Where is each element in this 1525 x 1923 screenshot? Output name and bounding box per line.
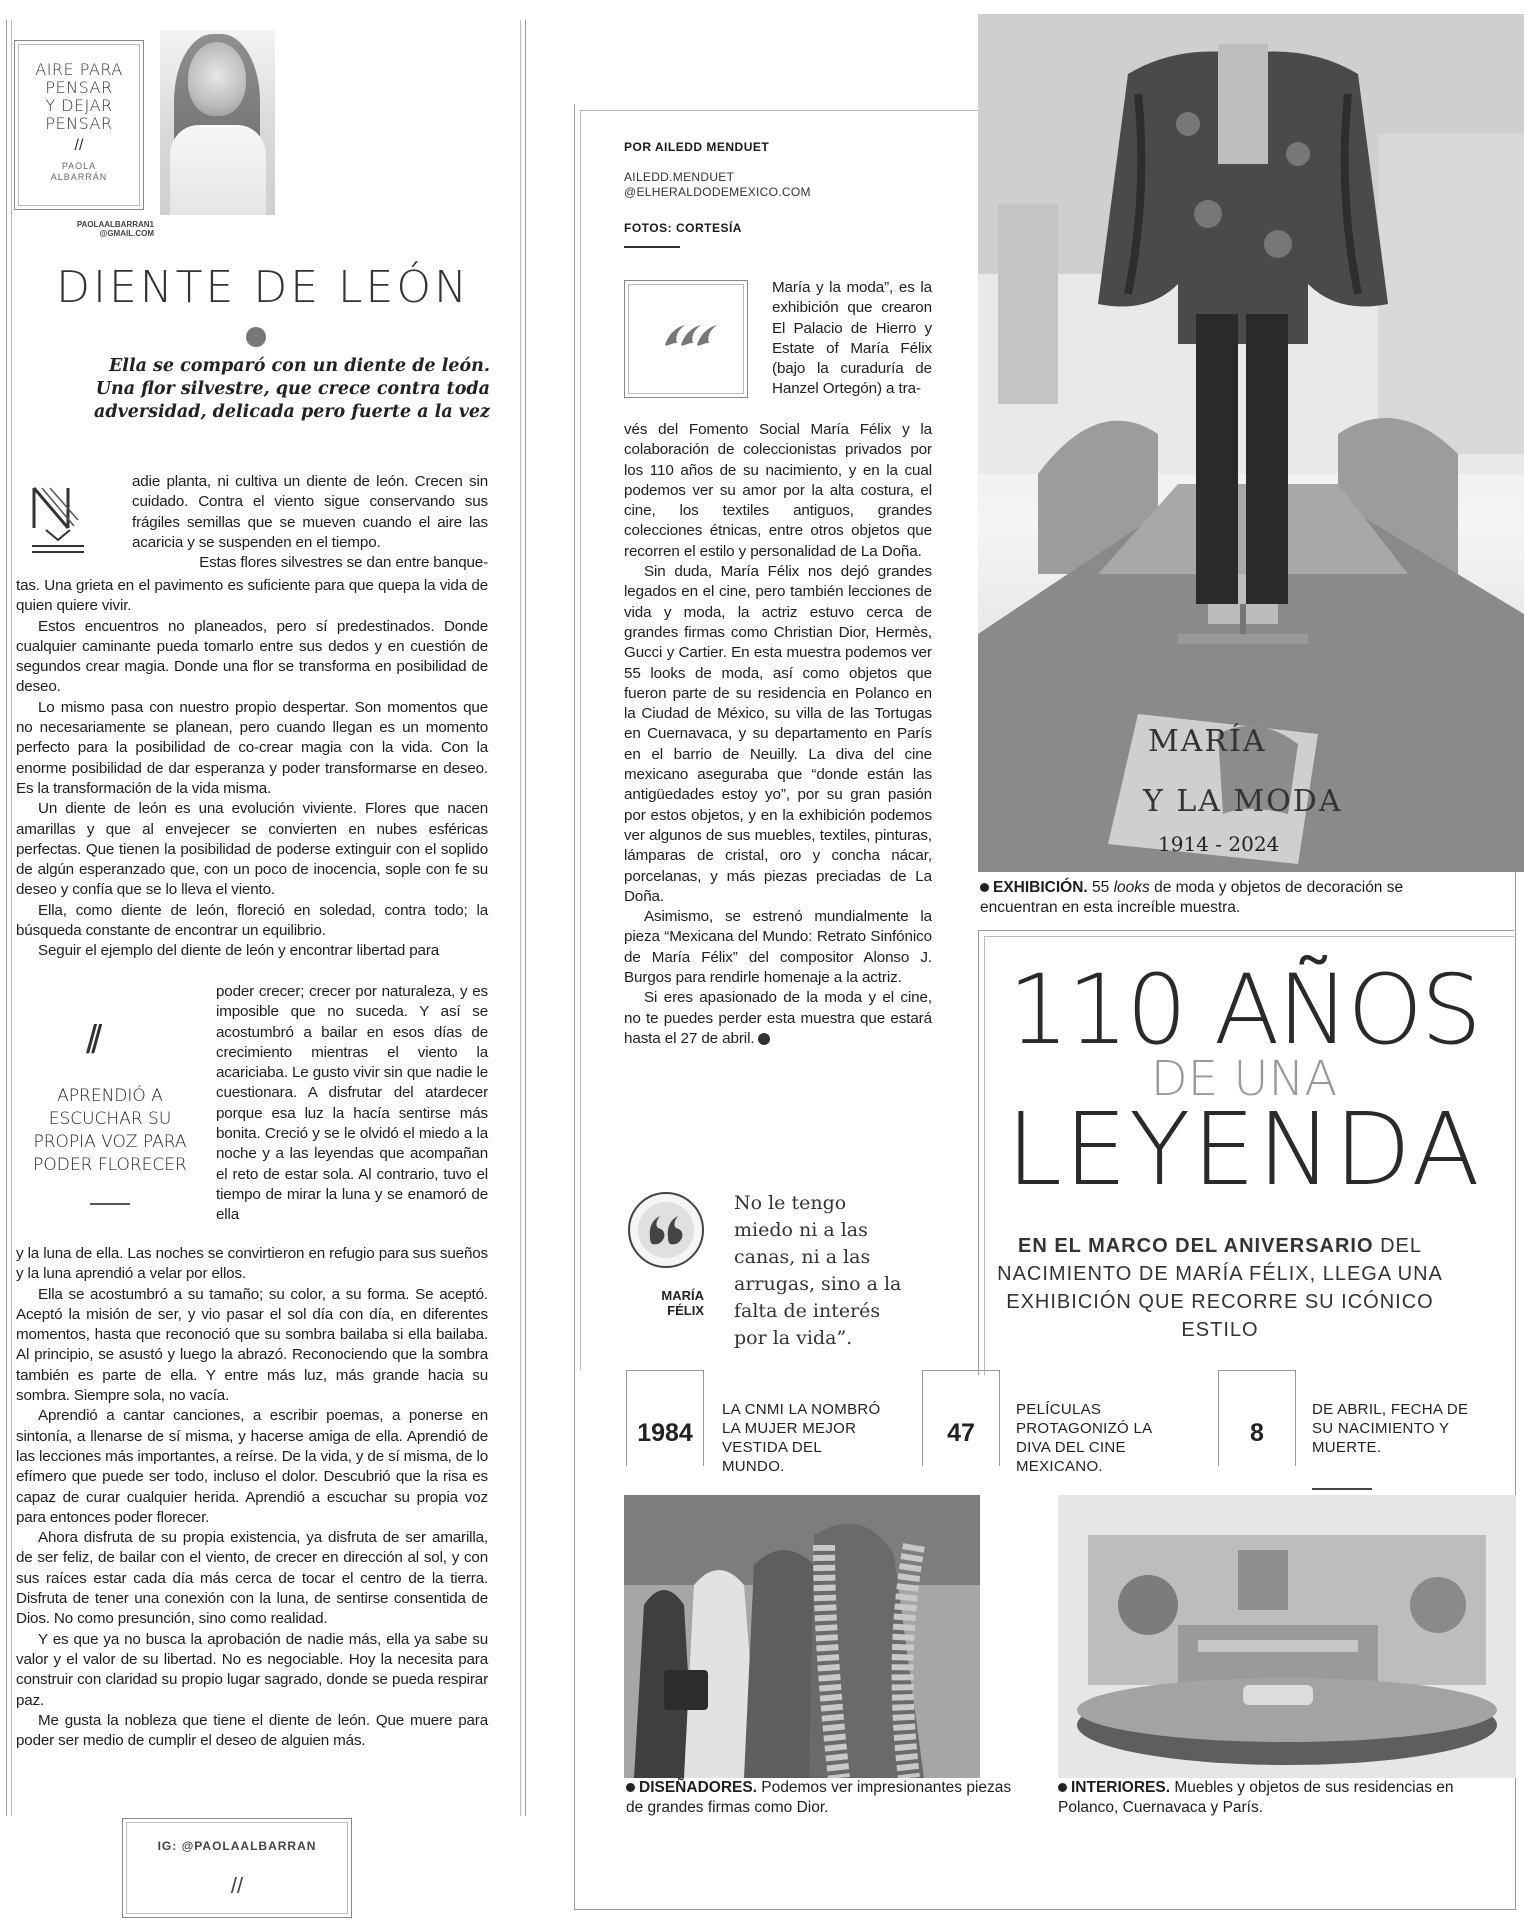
paragraph: Me gusta la nobleza que tiene el diente de león. Que muere para poder ser medio de cumplir el deseo de alguien más. bbox=[16, 1711, 488, 1750]
byline-rule bbox=[624, 246, 680, 248]
column-brand-box bbox=[14, 40, 144, 210]
quote-mark-icon bbox=[625, 281, 749, 399]
author-photo bbox=[160, 30, 275, 215]
caption-label: INTERIORES. bbox=[1071, 1779, 1171, 1796]
quote-author bbox=[640, 1288, 704, 1318]
paragraph: Ahora disfruta de su propia existencia, ya disfruta de ser amarilla, de ser feliz, de bailar con el viento, de crecer en dirección al sol, y con sus raíces estar cada día más cerca de tocar el centro de la tierra. Disfruta de tener una conexión con la luna, de sentirse consentida de Dios. No como presunción, sino como realidad. bbox=[16, 1529, 488, 1628]
paragraph: adie planta, ni cultiva un diente de león. Crecen sin cuidado. Contra el viento sigue conservando sus frágiles semillas que se mueven cuando el aire las acaricia y se suspenden en el tiempo. bbox=[132, 473, 488, 551]
dropcap-n-icon bbox=[28, 482, 88, 562]
opening-quote-box bbox=[624, 280, 748, 398]
column-author bbox=[15, 161, 143, 183]
column-title: DIENTE DE LEÓN bbox=[56, 262, 470, 313]
deck-bold: EN EL MARCO DEL ANIVERSARIO bbox=[1017, 1235, 1374, 1257]
caption-italic: looks bbox=[1113, 879, 1150, 896]
paragraph: Ella, como diente de león, floreció en soledad, contra todo; la búsqueda constante de encontrar un equilibrio. bbox=[16, 901, 488, 940]
designers-photo bbox=[624, 1495, 980, 1778]
caption-text: de moda y objetos de decoración se encuentran en esta increíble muestra. bbox=[980, 879, 1404, 916]
paragraph: poder crecer; crecer por naturaleza, y es imposible que no suceda. Y así se acostumbró a bailar en esos días de crecimiento mientras el viento la acariciaba. Le gusto vivir sin que nadie le cuestionara. A disfrutar del atardecer porque esa luz la hacía sentirse más bonita. Creció y se le olvidó el miedo a la noche y a las leyendas que acompañan el reto de estar sola. Al contrario, tuvo el tiempo de mirar la luna y se enamoró de ella bbox=[216, 983, 488, 1224]
deck-line: adversidad, delicada pero fuerte a la vez bbox=[94, 402, 490, 422]
quote-author-line: MARÍA bbox=[661, 1288, 704, 1303]
pull-quote: APRENDIÓ A ESCUCHAR SU PROPIA VOZ PARA PODER FLORECER bbox=[33, 1086, 187, 1175]
bullet-icon bbox=[626, 1783, 635, 1792]
end-mark-icon bbox=[758, 1033, 770, 1045]
stat-text: DE ABRIL, FECHA DE SU NACIMIENTO Y MUERTE. bbox=[1312, 1401, 1469, 1456]
caption-text: 55 bbox=[1087, 879, 1114, 896]
email-line: @ELHERALDODEMEXICO.COM bbox=[624, 185, 811, 199]
poster-line-2: Y LA MODA bbox=[1143, 784, 1343, 819]
stat-text: LA CNMI LA NOMBRÓ LA MUJER MEJOR VESTIDA DEL MUNDO. bbox=[722, 1401, 881, 1475]
paragraph: y la luna de ella. Las noches se convirtieron en refugio para sus sueños y la luna aprendió a velar por ellos. bbox=[16, 1245, 488, 1283]
author-last-name: ALBARRÁN bbox=[50, 172, 108, 182]
paragraph: Asimismo, se estrenó mundialmente la pieza “Mexicana del Mundo: Retrato Sinfónico de María Félix” del compositor Alonso J. Burgos para rendirle homenaje a la actriz. bbox=[624, 908, 932, 987]
paragraph: María y la moda”, es la exhibición que crearon El Palacio de Hierro y Estate of María Félix (bajo la curaduría de Hanzel Ortegón) a tra- bbox=[772, 279, 932, 398]
brand-line: Y DEJAR bbox=[45, 96, 113, 115]
email-line: @GMAIL.COM bbox=[99, 229, 154, 238]
deck-rest: DEL NACIMIENTO DE MARÍA FÉLIX, LLEGA UNA EXHIBICIÓN QUE RECORRE SU ICÓNICO ESTILO bbox=[997, 1235, 1443, 1341]
paragraph: vés del Fomento Social María Félix y la colaboración de coleccionistas privados por los 110 años de su nacimiento, y en la cual podemos ver su amor por la alta costura, el cine, los textiles antiguos, grandes colecciones étnicas, entre otros objetos que recorren el estilo y personalidad de La Doña. bbox=[624, 421, 932, 560]
deck-line: Ella se comparó con un diente de león. bbox=[108, 356, 490, 376]
byline: POR AILEDD MENDUET bbox=[624, 140, 770, 154]
paragraph: Aprendió a cantar canciones, a escribir poemas, a ponerse en sintonía, a llenarse de sí misma, y hacerse amiga de ella. Aprendió de las lecciones más importantes, a reírse. De la vida, y de sí misma, de lo efímero que puede ser todo, incluso el dolor. Descubrió que la risa es capaz de curar cualquier herida. Aprendió a escuchar su propia voz para entonces poder florecer. bbox=[16, 1407, 488, 1526]
slash-mark: // bbox=[74, 137, 84, 154]
reporter-email bbox=[624, 170, 811, 200]
speech-quote-icon bbox=[628, 1192, 704, 1268]
article-body bbox=[624, 420, 932, 1049]
caption-label: EXHIBICIÓN. bbox=[993, 879, 1088, 896]
column-deck bbox=[30, 355, 490, 424]
column-brand bbox=[15, 61, 143, 133]
paragraph-text: Si eres apasionado de la moda y el cine, no te puedes perder esta muestra que estará hasta el 27 de abril. bbox=[624, 989, 932, 1047]
caption-text: Muebles y objetos de sus residencias en Polanco, Cuernavaca y París. bbox=[1058, 1779, 1454, 1816]
email-line: PAOLAALBARRAN1 bbox=[76, 220, 154, 229]
caption-text: Podemos ver impresionantes piezas de grandes firmas como Dior. bbox=[626, 1779, 1012, 1816]
stat-value: 8 bbox=[1218, 1370, 1296, 1466]
poster-years: 1914 - 2024 bbox=[1158, 832, 1280, 856]
paragraph: Sin duda, María Félix nos dejó grandes legados en el cine, pero también lecciones de vida y moda, la actriz estuvo cerca de grandes firmas como Christian Dior, Hermès, Gucci y Cartier. En esta muestra podemos ver 55 looks de moda, así como objetos que fueron parte de su residencia en Polanco en la Ciudad de México, su villa de las Tortugas en Cuernavaca, y su departamento en París en el barrio de Neuilly. La diva del cine mexicano aseguraba que “donde están las antigüedades estoy yo”, por su gran pasión por estos objetos, y en la exhibición podemos ver algunos de sus muebles, textiles, pinturas, lámparas de cristal, oro y concha nácar, porcelanas, y más piezas preciadas de La Doña. bbox=[624, 563, 932, 905]
instagram-handle: IG: @PAOLAALBARRAN bbox=[157, 1839, 317, 1853]
stat-rule bbox=[1312, 1488, 1372, 1490]
paragraph: Lo mismo pasa con nuestro propio despertar. Son momentos que no necesariamente se planean, pero cuando llegan es un momento perfecto para la posibilidad de co-crear magia con la vida. Con la enorme posibilidad de dar esperanza y poder transformarse en deseo. Es la transformación de la vida misma. bbox=[16, 698, 488, 797]
author-email bbox=[70, 220, 154, 238]
pull-quote-slash: // bbox=[86, 1018, 97, 1062]
email-line: AILEDD.MENDUET bbox=[624, 170, 735, 184]
paragraph: Seguir el ejemplo del diente de león y encontrar libertad para bbox=[38, 942, 440, 960]
column-body-mid bbox=[16, 576, 488, 962]
headline-deck bbox=[990, 1232, 1450, 1344]
paragraph: tas. Una grieta en el pavimento es suficiente para que quepa la vida de quien quiere vivir. bbox=[16, 577, 488, 615]
exhibition-caption bbox=[980, 878, 1480, 918]
headline-line-1: 110 AÑOS bbox=[1008, 954, 1480, 1066]
bullet-icon bbox=[1058, 1783, 1067, 1792]
author-first-name: PAOLA bbox=[61, 161, 97, 171]
title-dot-ornament bbox=[246, 327, 266, 347]
poster-line-1: MARÍA bbox=[1148, 724, 1267, 759]
paragraph: Y es que ya no busca la aprobación de nadie más, ella ya sabe su valor y el valor de su libertad. No es negociable. Hoy la necesita para construir con claridad su propio lugar sagrado, donde se pueda respirar paz. bbox=[16, 1630, 488, 1709]
interiors-caption bbox=[1058, 1778, 1498, 1818]
paragraph: Un diente de león es una evolución viviente. Flores que nacen amarillas y que al envejecer se convierten en nubes esféricas perfectas. Que tienen la posibilidad de poderse extinguir con el soplido de algún esperanzado que, con un poco de inocencia, sople con fe su deseo y confía que se lo lleva el viento. bbox=[16, 800, 488, 899]
stat-value: 47 bbox=[922, 1370, 1000, 1466]
brand-line: PENSAR bbox=[45, 78, 113, 97]
brand-line: AIRE PARA bbox=[35, 60, 123, 79]
column-footer-box bbox=[122, 1818, 352, 1918]
paragraph: Estos encuentros no planeados, pero sí predestinados. Donde cualquier caminante pueda tomarlo entre sus dedos y en cuestión de segundos crear magia. Donde una flor se transforma en posibilidad de deseo. bbox=[16, 617, 488, 696]
stat-text: PELÍCULAS PROTAGONIZÓ LA DIVA DEL CINE MEXICANO. bbox=[1016, 1401, 1152, 1475]
caption-label: DISEÑADORES. bbox=[639, 1779, 757, 1796]
headline-line-3: LEYENDA bbox=[1006, 1091, 1482, 1208]
slash-mark: // bbox=[230, 1873, 244, 1898]
column-body-narrow bbox=[216, 982, 488, 1226]
bullet-icon bbox=[980, 883, 989, 892]
paragraph: Ella se acostumbró a su tamaño; su color, a su forma. Se aceptó. Aceptó la misión de ser, y vio pasar el sol día con día, en diferentes momentos, hasta que reconoció que su sombra bailaba si ella bailaba. Al principio, se asustó y luego la abrazó. Reconociendo que la sombra también es parte de ella. Y entre más luz, más grande hacia su sombra. Siempre sola, no vacía. bbox=[16, 1285, 488, 1405]
brand-line: PENSAR bbox=[45, 114, 113, 133]
photo-credit: FOTOS: CORTESÍA bbox=[624, 221, 742, 235]
interiors-photo bbox=[1058, 1495, 1516, 1778]
quote-author-line: FÉLIX bbox=[667, 1303, 704, 1318]
deck-line: Una flor silvestre, que crece contra toda bbox=[95, 379, 490, 399]
designers-caption bbox=[626, 1778, 1026, 1818]
article-body-narrow bbox=[772, 278, 932, 400]
column-body-top bbox=[132, 472, 488, 573]
exhibition-photo bbox=[978, 14, 1524, 872]
headline-line-2: DE UNA bbox=[1150, 1051, 1338, 1107]
quote-text: No le tengo miedo ni a las canas, ni a las arrugas, sino a la falta de interés por la vida”. bbox=[734, 1192, 902, 1349]
paragraph: Estas flores silvestres se dan entre banque- bbox=[199, 554, 488, 572]
stat-value: 1984 bbox=[626, 1370, 704, 1466]
column-body-bottom bbox=[16, 1244, 488, 1751]
paragraph bbox=[624, 988, 932, 1049]
pull-quote-rule bbox=[90, 1203, 130, 1205]
